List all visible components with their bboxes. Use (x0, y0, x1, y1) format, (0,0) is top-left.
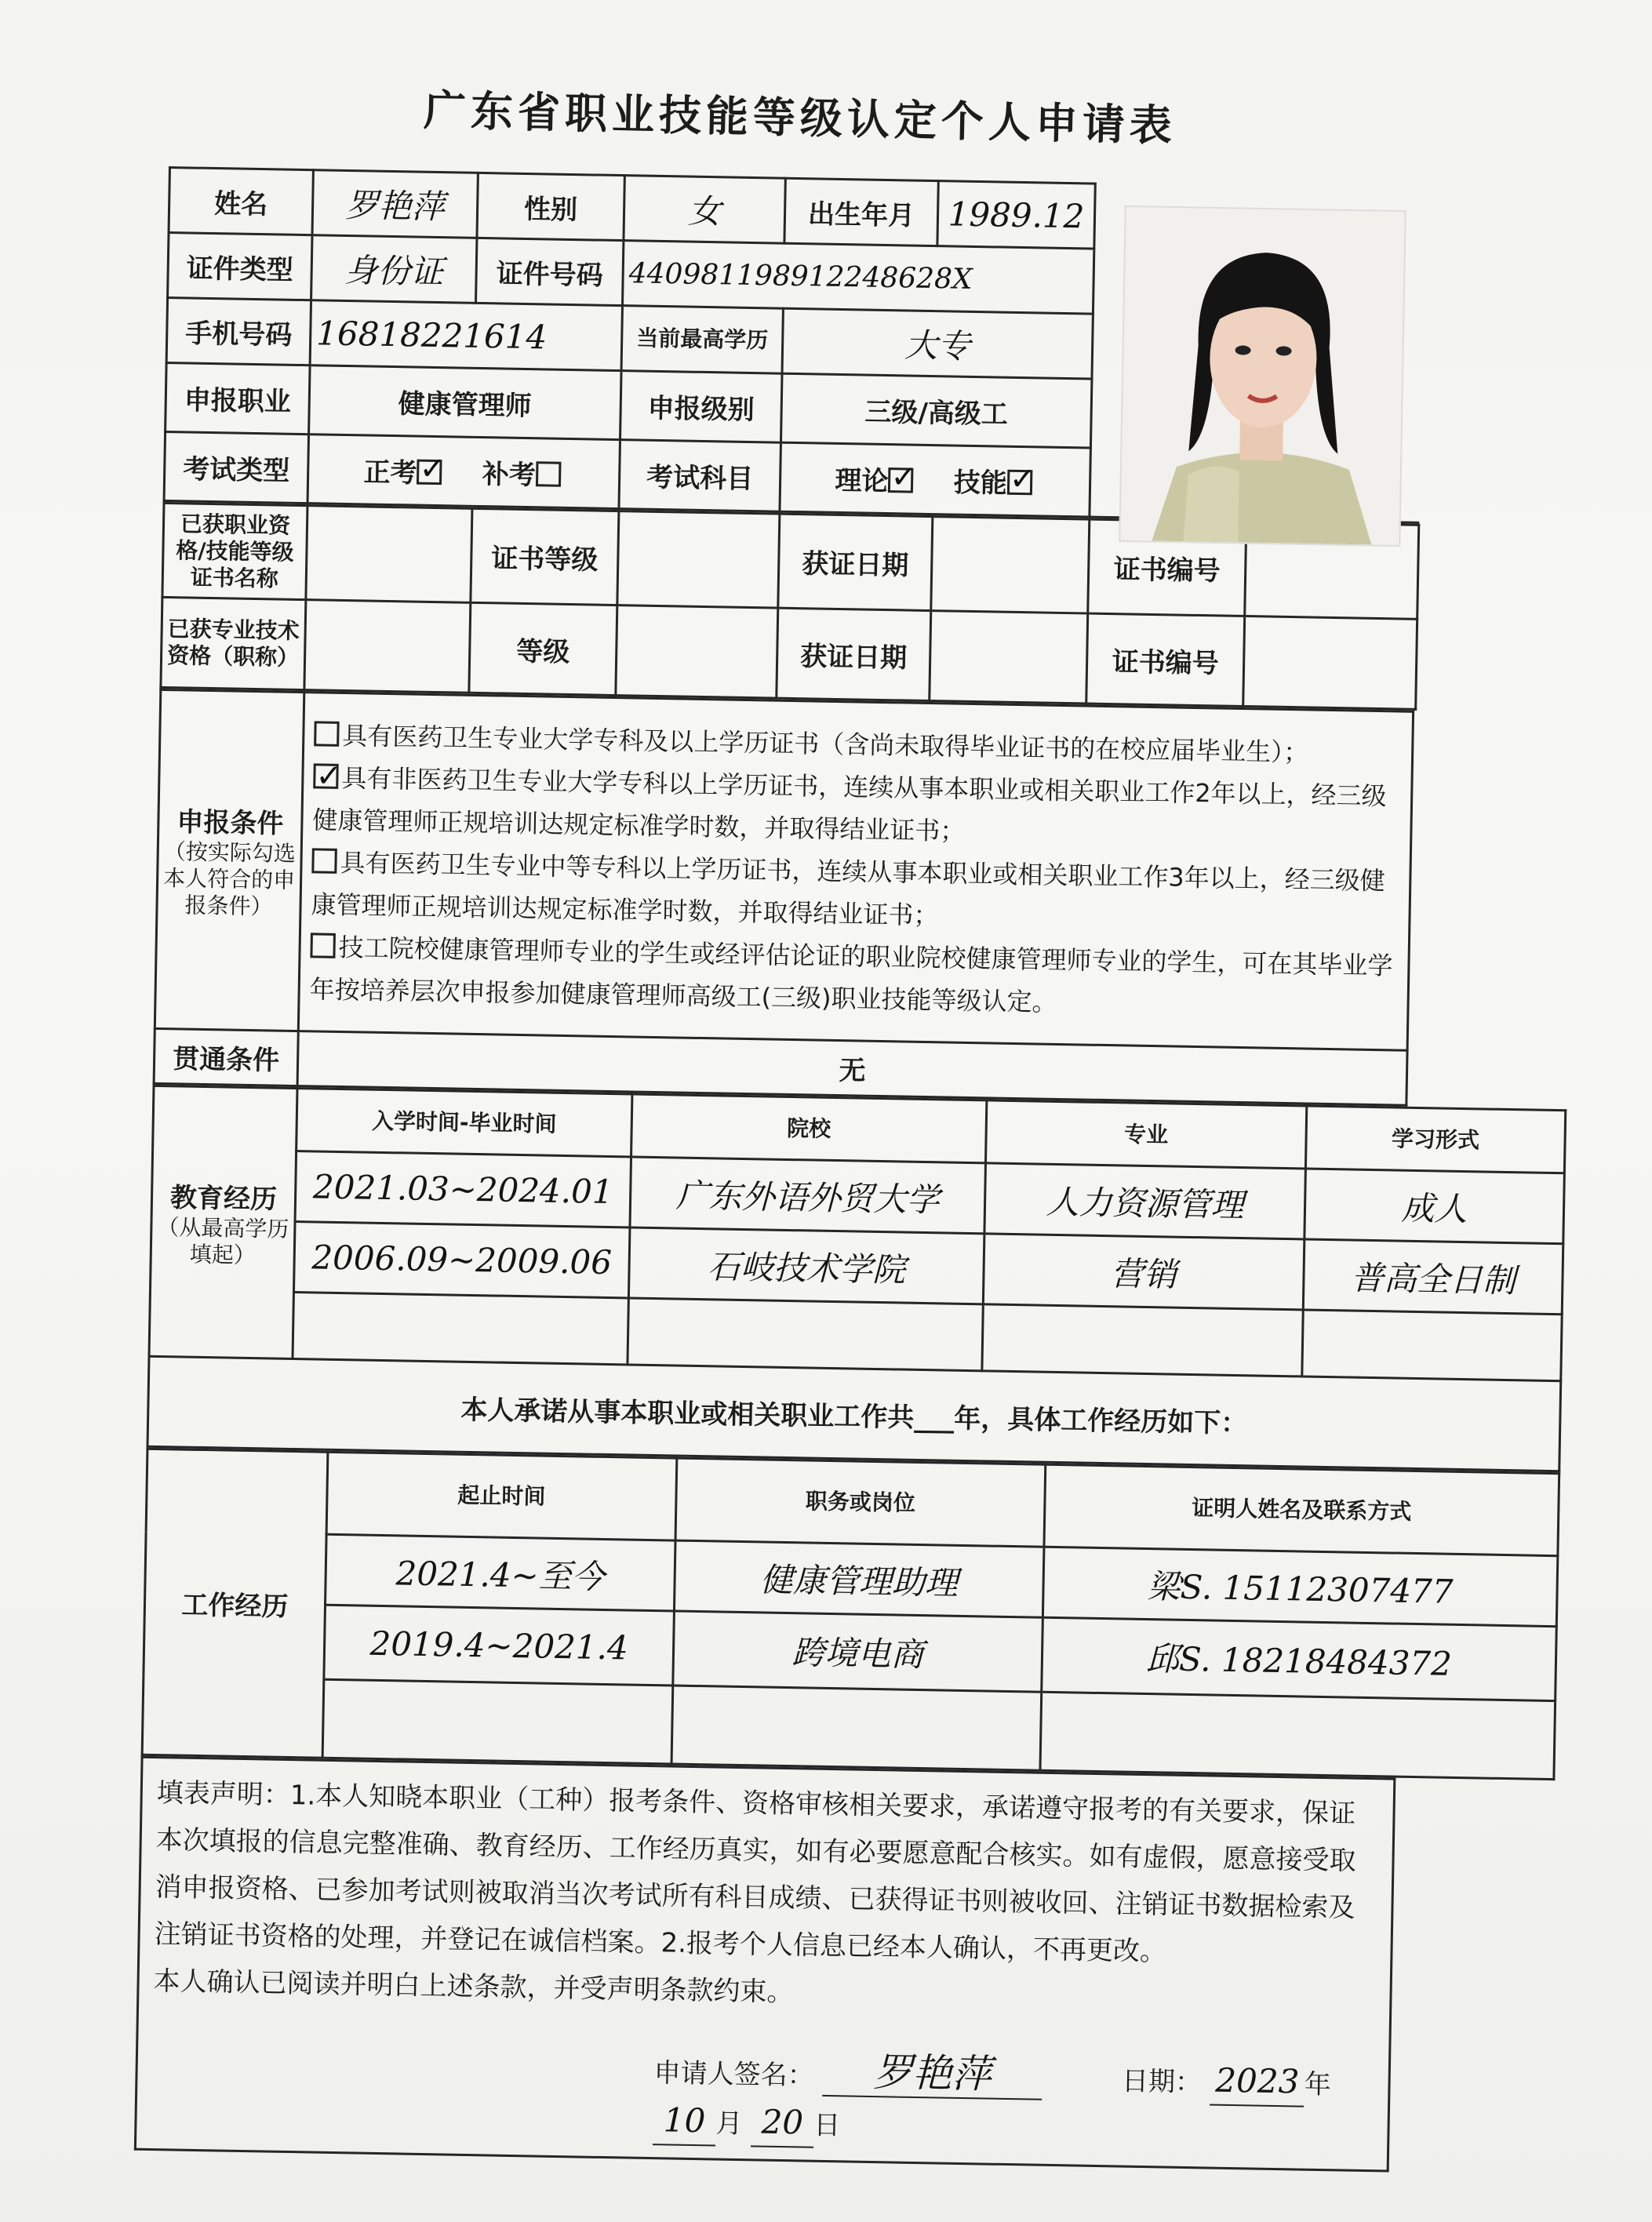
subject-skill-checkbox[interactable] (1007, 470, 1033, 496)
cert-date-value[interactable] (931, 517, 1090, 613)
examtype-label: 考试类型 (164, 431, 309, 503)
tech-level-value[interactable] (616, 606, 778, 699)
edu-major[interactable] (982, 1304, 1303, 1376)
work-header-position: 职务或岗位 (675, 1458, 1046, 1547)
gender-label: 性别 (477, 173, 624, 240)
declaration-confirm: 本人确认已阅读并明白上述条款，并受声明条款约束。 (153, 1966, 794, 2009)
idno-label: 证件号码 (476, 238, 624, 305)
education-label: 教育经历 (169, 1181, 278, 1216)
edu-label: 当前最高学历 (621, 306, 783, 374)
edu-major[interactable]: 营销 (983, 1234, 1304, 1310)
birth-value[interactable]: 1989.12 (937, 181, 1095, 249)
phone-label: 手机号码 (166, 298, 311, 365)
day-unit: 日 (813, 2109, 841, 2142)
work-label: 工作经历 (142, 1449, 328, 1758)
work-period[interactable]: 2019.4~2021.4 (324, 1605, 675, 1686)
idtype-value[interactable]: 身份证 (311, 235, 477, 304)
cert-level-value[interactable] (617, 511, 780, 609)
condition-checkbox-3[interactable] (311, 848, 337, 874)
through-label: 贯通条件 (154, 1028, 298, 1086)
edu-mode[interactable] (1302, 1310, 1562, 1381)
name-label: 姓名 (169, 168, 313, 235)
education-sublabel: （从最高学历填起） (157, 1213, 289, 1268)
edu-value[interactable]: 大专 (782, 308, 1093, 379)
condition-item: 具有医药卫生专业大学专科及以上学历证书（含尚未取得毕业证书的在校应届毕业生）； (314, 714, 1403, 775)
cert-name-value[interactable] (306, 506, 472, 603)
subject-theory-label: 理论 (835, 464, 889, 498)
year-unit: 年 (1304, 2068, 1332, 2101)
sign-value[interactable]: 罗艳萍 (822, 2048, 1043, 2100)
tech-name-value[interactable] (304, 600, 471, 693)
edu-mode[interactable]: 成人 (1304, 1169, 1565, 1244)
declaration-text: 填表声明：1.本人知晓本职业（工种）报考条件、资格审核相关要求，承诺遵守报考的有关要求，保证本次填报的信息完整准确、教育经历、工作经历真实，如有必要愿意配合核实。如有虚假，愿意接受取消申报资格、已参加考试则被取消当次考试所有科目成绩、已获得证书则被收回、注销证书数据检索及注销证书资格的处理，并登记在诚信档案。2.报考个人信息已经本人确认，不再更改。 (154, 1777, 1356, 1968)
exam-makeup-checkbox[interactable] (536, 461, 562, 487)
education-table (146, 1085, 1566, 1472)
signature-row (151, 2036, 1374, 2158)
gender-value[interactable]: 女 (624, 176, 785, 244)
examtype-options (307, 435, 620, 509)
exam-regular-checkbox[interactable] (417, 460, 442, 485)
cert-date-label: 获证日期 (778, 514, 933, 610)
condition-checkbox-2[interactable] (313, 763, 339, 789)
occupation-label: 申报职业 (166, 362, 311, 434)
edu-header-school: 院校 (631, 1094, 987, 1163)
work-header-period: 起止时间 (326, 1452, 677, 1540)
commitment-text: 本人承诺从事本职业或相关职业工作共___年，具体工作经历如下： (147, 1356, 1561, 1471)
level-label: 申报级别 (620, 371, 783, 443)
month-unit: 月 (715, 2107, 743, 2140)
name-value[interactable]: 罗艳萍 (312, 170, 478, 238)
work-position[interactable] (671, 1686, 1042, 1770)
work-reference[interactable] (1040, 1692, 1556, 1779)
exam-makeup-label: 补考 (482, 459, 537, 492)
conditions-sublabel: （按实际勾选本人符合的申报条件） (162, 838, 297, 920)
conditions-label-cell (155, 689, 304, 1031)
tech-level-label: 等级 (469, 602, 617, 695)
work-reference[interactable]: 梁S. 15112307477 (1043, 1547, 1557, 1626)
edu-header-mode: 学习形式 (1305, 1106, 1565, 1173)
education-label-cell (149, 1086, 297, 1358)
date-month[interactable]: 10 (653, 2097, 716, 2146)
subject-options (780, 442, 1090, 517)
declaration-cell (135, 1757, 1394, 2171)
birth-label: 出生年月 (784, 178, 938, 245)
work-period[interactable]: 2021.4~至今 (326, 1534, 676, 1611)
exam-regular-label: 正考 (363, 456, 417, 489)
work-period[interactable] (322, 1679, 673, 1764)
date-label: 日期： (1121, 2065, 1203, 2099)
subject-theory-checkbox[interactable] (888, 467, 914, 493)
work-reference[interactable]: 邱S. 18218484372 (1042, 1617, 1557, 1700)
edu-header-major: 专业 (985, 1100, 1306, 1169)
sign-label: 申请人签名： (653, 2057, 814, 2092)
subject-skill-label: 技能 (953, 467, 1008, 500)
conditions-label: 申报条件 (176, 806, 284, 840)
form-title: 广东省职业技能等级认定个人申请表 (423, 85, 1177, 151)
tech-date-value[interactable] (930, 611, 1088, 704)
through-value[interactable]: 无 (297, 1031, 1407, 1106)
edu-school[interactable] (628, 1298, 983, 1371)
condition-item: 技工院校健康管理师专业的学生或经评估论证的职业院校健康管理师专业的学生，可在其毕业学年按培养层次申报参加健康管理师高级工(三级)职业技能等级认定。 (309, 932, 1393, 1017)
date-year[interactable]: 2023 (1210, 2057, 1304, 2107)
conditions-table (153, 689, 1415, 1107)
cert-level-label: 证书等级 (471, 508, 619, 605)
idno-value[interactable]: 440981198912248628X (622, 241, 1093, 314)
condition-checkbox-1[interactable] (314, 721, 340, 747)
date-day[interactable]: 20 (751, 2098, 814, 2147)
edu-period[interactable]: 2021.03~2024.01 (295, 1151, 631, 1227)
idtype-label: 证件类型 (168, 233, 312, 300)
edu-school[interactable]: 石岐技术学院 (628, 1227, 984, 1304)
edu-mode[interactable]: 普高全日制 (1303, 1239, 1563, 1315)
applicant-photo (1119, 205, 1406, 547)
declaration-table (134, 1756, 1396, 2173)
work-table (141, 1448, 1561, 1780)
level-value[interactable]: 三级/高级工 (781, 373, 1091, 448)
work-position[interactable]: 跨境电商 (673, 1611, 1043, 1692)
condition-item: 具有医药卫生专业中等专科以上学历证书，连续从事本职业或相关职业工作3年以上，经三级健康管理师正规培训达规定标准学时数，并取得结业证书； (311, 847, 1386, 930)
tech-no-label: 证书编号 (1086, 613, 1245, 706)
phone-value[interactable]: 16818221614 (310, 300, 622, 371)
occupation-value[interactable]: 健康管理师 (309, 365, 621, 440)
tech-no-value[interactable] (1243, 616, 1417, 710)
edu-school[interactable]: 广东外语外贸大学 (630, 1157, 986, 1234)
condition-checkbox-4[interactable] (310, 933, 336, 958)
portrait-illustration (1120, 207, 1404, 545)
edu-major[interactable]: 人力资源管理 (984, 1163, 1306, 1239)
edu-period[interactable] (293, 1293, 628, 1365)
edu-header-period: 入学时间-毕业时间 (297, 1089, 632, 1157)
tech-label: 已获专业技术资格（职称） (161, 597, 306, 689)
cert-name-label: 已获职业资格/技能等级证书名称 (162, 503, 307, 599)
work-header-reference: 证明人姓名及联系方式 (1044, 1464, 1559, 1555)
tech-date-label: 获证日期 (777, 608, 931, 700)
subject-label: 考试科目 (619, 440, 781, 512)
edu-period[interactable]: 2006.09~2009.06 (293, 1222, 630, 1298)
work-position[interactable]: 健康管理助理 (674, 1540, 1043, 1617)
cert-no-label: 证书编号 (1088, 519, 1246, 616)
condition-item: ✓具有非医药卫生专业大学专科以上学历证书，连续从事本职业或相关职业工作2年以上，经三级健康管理师正规培训达规定标准学时数，并取得结业证书； (312, 756, 1402, 860)
conditions-list (298, 693, 1413, 1051)
